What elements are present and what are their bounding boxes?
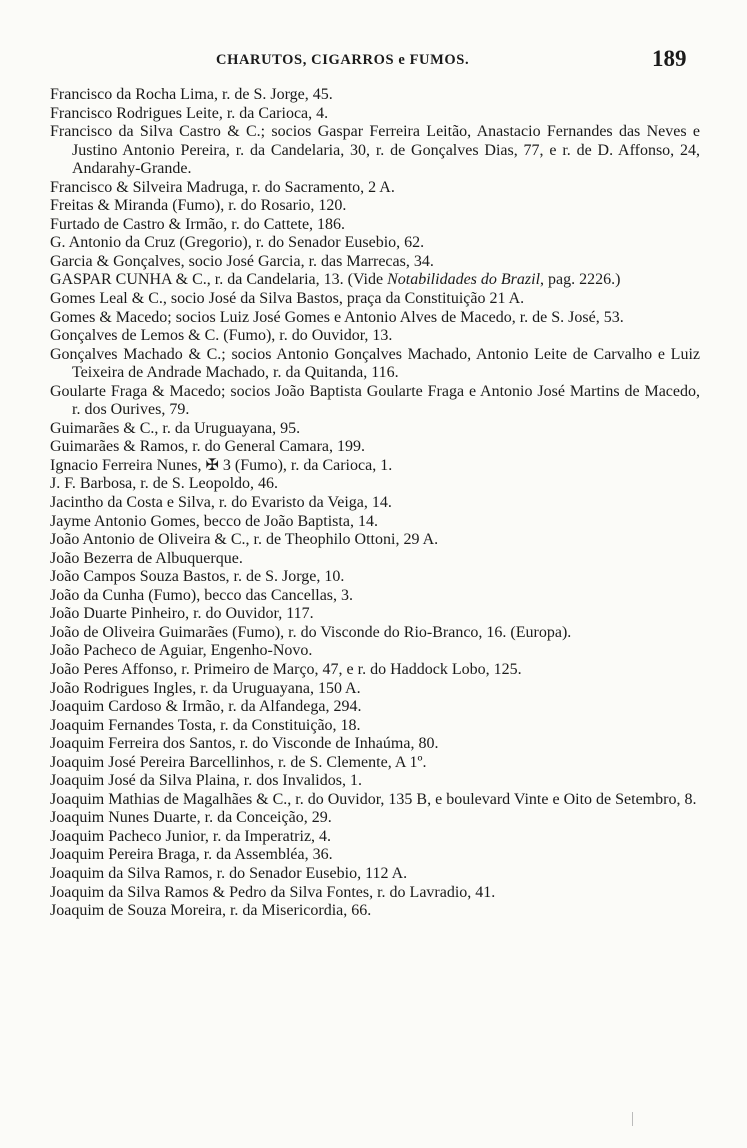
page-number: 189: [652, 46, 687, 71]
list-item: Francisco Rodrigues Leite, r. da Carioca, 4.: [50, 104, 329, 122]
list-item: Joaquim Ferreira dos Santos, r. do Visconde de Inhaúma, 80.: [50, 735, 439, 753]
list-item: Joaquim Nunes Duarte, r. da Conceição, 29.: [50, 809, 332, 827]
list-item: João Pacheco de Aguiar, Engenho-Novo.: [50, 642, 313, 660]
margin-mark: [632, 1112, 633, 1126]
list-item: Jacintho da Costa e Silva, r. do Evaristo da Veiga, 14.: [50, 494, 392, 512]
list-item: Furtado de Castro & Irmão, r. do Cattete, 186.: [50, 215, 346, 233]
list-item: Freitas & Miranda (Fumo), r. do Rosario, 120.: [50, 197, 347, 215]
list-item: João Antonio de Oliveira & C., r. de Theophilo Ottoni, 29 A.: [50, 531, 439, 549]
list-item: Goularte Fraga & Macedo; socios João Baptista Goularte Fraga e Antonio José Martins de Macedo, r. dos Ourives, 79.: [50, 382, 700, 419]
list-item: Gonçalves de Lemos & C. (Fumo), r. do Ouvidor, 13.: [50, 327, 393, 345]
list-item: João de Oliveira Guimarães (Fumo), r. do Visconde do Rio-Branco, 16. (Europa).: [50, 623, 572, 641]
list-item: Gonçalves Machado & C.; socios Antonio Gonçalves Machado, Antonio Leite de Carvalho e Luiz Teixeira de Andrade Machado, r. da Quitanda, 116.: [50, 345, 700, 382]
list-item: Jayme Antonio Gomes, becco de João Baptista, 14.: [50, 512, 378, 530]
list-item: João Peres Affonso, r. Primeiro de Março, 47, e r. do Haddock Lobo, 125.: [50, 660, 522, 678]
list-item-gaspar: [50, 271, 700, 290]
list-item: Joaquim Cardoso & Irmão, r. da Alfandega, 294.: [50, 698, 362, 716]
list-item: Joaquim José Pereira Barcellinhos, r. de S. Clemente, A 1º.: [50, 753, 427, 771]
list-item: G. Antonio da Cruz (Gregorio), r. do Senador Eusebio, 62.: [50, 234, 425, 252]
page-header: [0, 46, 747, 74]
list-item: Francisco da Rocha Lima, r. de S. Jorge, 45.: [50, 86, 333, 103]
list-item: Joaquim Fernandes Tosta, r. da Constituição, 18.: [50, 716, 361, 734]
list-item: J. F. Barbosa, r. de S. Leopoldo, 46.: [50, 475, 279, 493]
gaspar-reference-title: Notabilidades do Brazil: [387, 271, 541, 289]
directory-listing: [50, 86, 700, 921]
list-item: Guimarães & C., r. da Uruguayana, 95.: [50, 419, 301, 437]
gaspar-suffix: , pag. 2226.): [540, 271, 621, 289]
list-item: João da Cunha (Fumo), becco das Cancellas, 3.: [50, 586, 354, 604]
list-item: Francisco da Silva Castro & C.; socios Gaspar Ferreira Leitão, Anastacio Fernandes das Neves e Justino Antonio Pereira, r. da Candelaria, 30, r. de Gonçalves Dias, 77, e r. de D. Affonso, 24, Andarahy-Grande.: [50, 123, 700, 178]
list-item: Joaquim Pacheco Junior, r. da Imperatriz, 4.: [50, 827, 332, 845]
running-title: CHARUTOS, CIGARROS e FUMOS.: [216, 52, 470, 68]
list-item: Gomes & Macedo; socios Luiz José Gomes e Antonio Alves de Macedo, r. de S. José, 53.: [50, 308, 624, 326]
list-item: Gomes Leal & C., socio José da Silva Bastos, praça da Constituição 21 A.: [50, 290, 525, 308]
list-item: Garcia & Gonçalves, socio José Garcia, r. das Marrecas, 34.: [50, 252, 434, 270]
list-item: Joaquim José da Silva Plaina, r. dos Invalidos, 1.: [50, 772, 362, 790]
list-item: Francisco & Silveira Madruga, r. do Sacramento, 2 A.: [50, 178, 395, 196]
list-item: Joaquim de Souza Moreira, r. da Misericordia, 66.: [50, 902, 372, 920]
list-item: João Bezerra de Albuquerque.: [50, 549, 243, 567]
list-item: João Campos Souza Bastos, r. de S. Jorge, 10.: [50, 568, 345, 586]
list-item: Joaquim Pereira Braga, r. da Assembléa, 36.: [50, 846, 333, 864]
gaspar-prefix: GASPAR CUNHA & C., r. da Candelaria, 13. (Vide: [50, 271, 388, 289]
list-item: Ignacio Ferreira Nunes, ✠ 3 (Fumo), r. da Carioca, 1.: [50, 456, 393, 474]
list-item: Joaquim da Silva Ramos, r. do Senador Eusebio, 112 A.: [50, 864, 408, 882]
list-item: João Duarte Pinheiro, r. do Ouvidor, 117.: [50, 605, 314, 623]
list-item: Joaquim da Silva Ramos & Pedro da Silva Fontes, r. do Lavradio, 41.: [50, 883, 496, 901]
list-item: Joaquim Mathias de Magalhães & C., r. do Ouvidor, 135 B, e boulevard Vinte e Oito de Setembro, 8.: [50, 790, 697, 808]
list-item: João Rodrigues Ingles, r. da Uruguayana, 150 A.: [50, 679, 361, 697]
list-item: Guimarães & Ramos, r. do General Camara, 199.: [50, 438, 366, 456]
